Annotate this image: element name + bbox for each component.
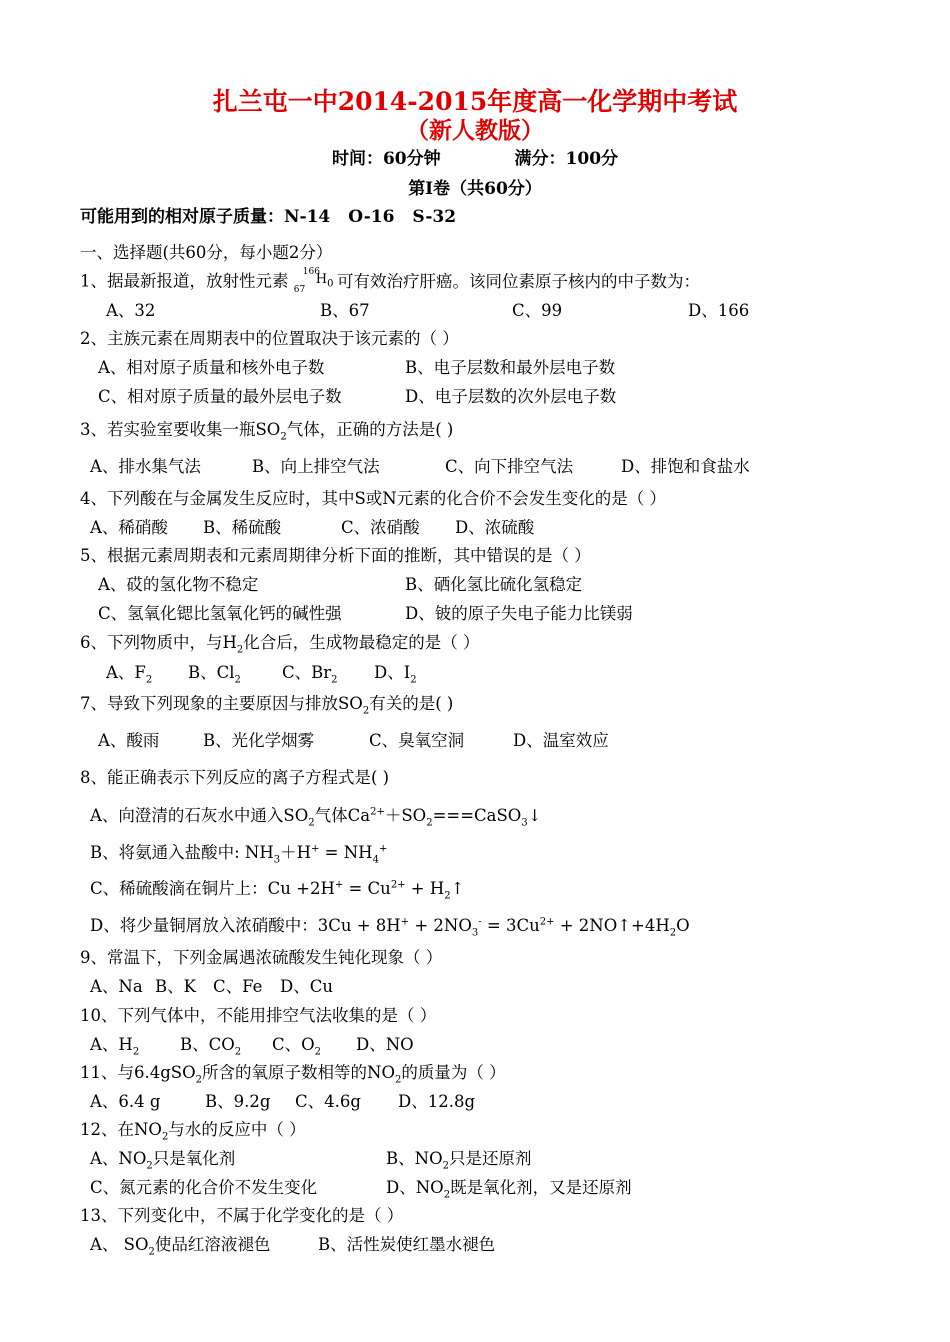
question-3-option-a[interactable]: A、排水集气法 [90,457,201,476]
mass-n: N-14 [284,207,331,227]
section-heading: 一、选择题(共60分，每小题2分） [80,243,333,262]
question-1-stem: 1、据最新报道，放射性元素 67 166 $H_0$ 可有效治疗肝癌。该同位素原子核内的中子数为： [80,267,700,295]
question-4-option-c[interactable]: C、浓硝酸 [341,518,420,537]
question-12-option-a[interactable]: A、$NO_2$只是氧化剂 [90,1149,236,1172]
atomic-mass-label: 可能用到的相对原子质量： [80,207,284,227]
question-8-option-d[interactable]: D、将少量铜屑放入浓硝酸中：$3Cu + 8H^+ + 2NO_3^- = 3Cu^{2+}$ + $2NO↑+4H_2O$ [90,916,690,939]
question-12-option-c[interactable]: C、氮元素的化合价不发生变化 [90,1178,318,1197]
question-5-stem: 5、根据元素周期表和元素周期律分析下面的推断，其中错误的是（ ） [80,546,591,565]
question-9-option-a[interactable]: A、Na [90,977,143,996]
question-13-option-b[interactable]: B、活性炭使红墨水褪色 [318,1235,496,1254]
question-3-option-c[interactable]: C、向下排空气法 [445,457,574,476]
question-11-option-d[interactable]: D、12.8g [398,1092,476,1111]
question-10-stem: 10、下列气体中，不能用排空气法收集的是（ ） [80,1006,437,1025]
question-5-option-c[interactable]: C、氢氧化锶比氢氧化钙的碱性强 [98,604,342,623]
question-4-option-a[interactable]: A、稀硝酸 [90,518,168,537]
question-3-option-b[interactable]: B、向上排空气法 [252,457,380,476]
question-10-option-b[interactable]: B、$CO_2$ [180,1035,242,1058]
question-7-option-d[interactable]: D、温室效应 [513,731,609,750]
question-12-option-b[interactable]: B、$NO_2$只是还原剂 [386,1149,532,1172]
question-2-stem: 2、主族元素在周期表中的位置取决于该元素的（ ） [80,329,459,348]
question-5-option-d[interactable]: D、铍的原子失电子能力比镁弱 [405,604,633,623]
question-10-option-a[interactable]: A、$H_2$ [90,1035,140,1058]
mass-o: O-16 [348,207,395,227]
exam-title: 扎兰屯一中2014-2015年度高一化学期中考试 [212,87,738,116]
question-6-option-c[interactable]: C、$Br_2$ [282,663,338,686]
exam-subtitle: （新人教版） [406,117,544,144]
question-5-option-a[interactable]: A、砹的氢化物不稳定 [98,575,259,594]
question-6-option-d[interactable]: D、$I_2$ [374,663,417,686]
question-3-option-d[interactable]: D、排饱和食盐水 [621,457,750,476]
question-8-option-b[interactable]: B、将氨通入盐酸中: $NH_3+H^+ = NH_4^+$ [90,843,388,866]
mass-s: S-32 [412,207,457,227]
question-11-stem: 11、与6.4gSO$_2$所含的氧原子数相等的$NO_2$的质量为（ ） [80,1063,506,1086]
exam-meta [0,144,950,169]
question-9-stem: 9、常温下，下列金属遇浓硫酸发生钝化现象（ ） [80,948,443,967]
question-11-option-a[interactable]: A、6.4 g [90,1092,161,1111]
question-12-option-d[interactable]: D、$NO_2$既是氧化剂，又是还原剂 [386,1178,632,1201]
question-1-option-a[interactable]: A、32 [106,301,156,320]
question-4-stem: 4、下列酸在与金属发生反应时，其中S或N元素的化合价不会发生变化的是（ ） [80,489,666,508]
question-11-option-c[interactable]: C、4.6g [295,1092,361,1111]
question-6-stem: 6、下列物质中，与$H_2$化合后，生成物最稳定的是（ ） [80,633,480,656]
question-8-option-c[interactable]: C、稀硫酸滴在铜片上：$Cu +2H^+ = Cu^{2+}$ + $H_2↑$ [90,879,465,902]
question-2-option-c[interactable]: C、相对原子质量的最外层电子数 [98,387,342,406]
question-9-option-b[interactable]: B、K [155,977,196,996]
question-11-option-b[interactable]: B、9.2g [205,1092,271,1111]
question-2-option-d[interactable]: D、电子层数的次外层电子数 [405,387,617,406]
question-7-stem: 7、导致下列现象的主要原因与排放$SO_2$有关的是( ) [80,694,454,717]
volume-heading: 第Ⅰ卷（共60分） [408,179,542,199]
question-1-option-c[interactable]: C、99 [512,301,563,320]
question-7-option-a[interactable]: A、酸雨 [98,731,160,750]
question-9-option-d[interactable]: D、Cu [280,977,333,996]
question-1-option-d[interactable]: D、166 [688,301,750,320]
question-2-option-b[interactable]: B、电子层数和最外层电子数 [405,358,616,377]
question-13-option-a[interactable]: A、 $SO_2$使品红溶液褪色 [90,1235,271,1258]
isotope-notation: 67 166 $H_0$ [293,267,334,295]
question-7-option-c[interactable]: C、臭氧空洞 [369,731,465,750]
question-13-stem: 13、下列变化中，不属于化学变化的是（ ） [80,1206,404,1225]
question-5-option-b[interactable]: B、硒化氢比硫化氢稳定 [405,575,583,594]
atomic-mass-line [80,202,474,227]
question-12-stem: 12、在$NO_2$与水的反应中（ ） [80,1120,306,1143]
time-limit: 时间：60分钟 [331,149,441,169]
question-6-option-b[interactable]: B、$Cl_2$ [188,663,241,686]
question-7-option-b[interactable]: B、光化学烟雾 [203,731,315,750]
question-10-option-d[interactable]: D、NO [356,1035,414,1054]
question-10-option-c[interactable]: C、$O_2$ [272,1035,322,1058]
question-4-option-b[interactable]: B、稀硫酸 [203,518,282,537]
question-3-stem: 3、若实验室要收集一瓶$SO_2$气体，正确的方法是( ) [80,420,454,443]
question-4-option-d[interactable]: D、浓硫酸 [455,518,535,537]
full-score: 满分：100分 [514,149,619,169]
question-1-option-b[interactable]: B、67 [320,301,370,320]
question-9-option-c[interactable]: C、Fe [213,977,263,996]
question-2-option-a[interactable]: A、相对原子质量和核外电子数 [98,358,325,377]
question-6-option-a[interactable]: A、$F_2$ [106,663,153,686]
question-8-stem: 8、能正确表示下列反应的离子方程式是( ) [80,768,390,787]
question-8-option-a[interactable]: A、向澄清的石灰水中通入$SO_2$气体$Ca^{2+}+SO_2===CaSO_3↓$ [90,806,542,829]
